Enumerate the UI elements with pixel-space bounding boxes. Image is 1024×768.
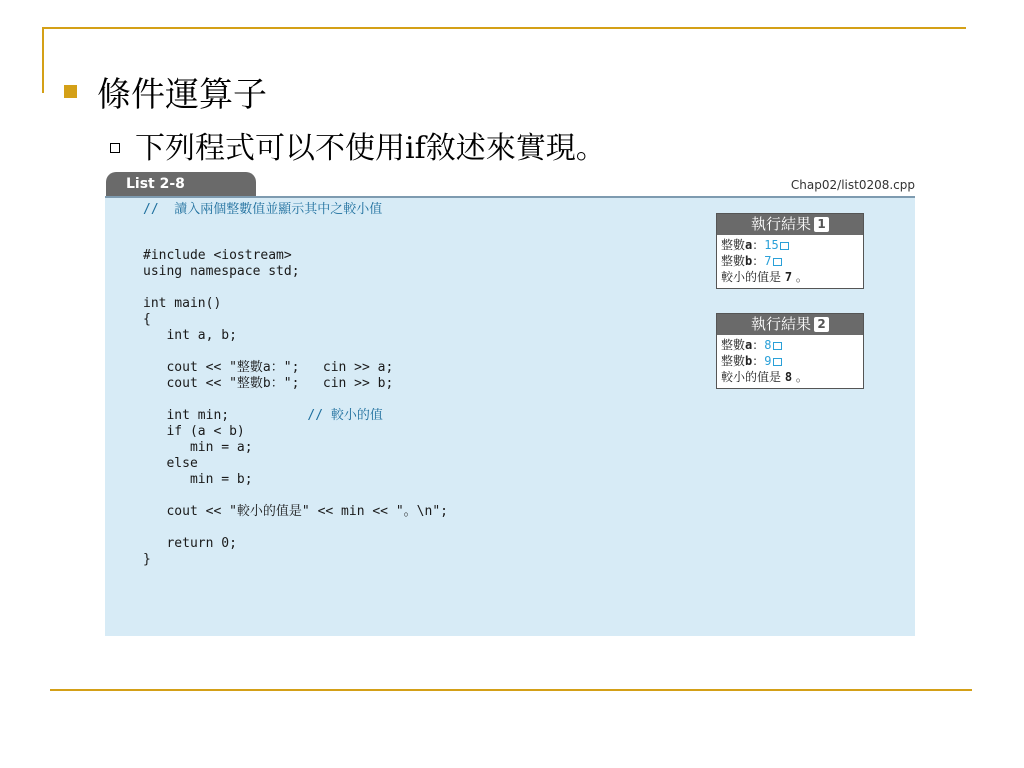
output-label: 較小的值是 xyxy=(721,270,782,284)
top-rule xyxy=(42,27,966,29)
slide-subtitle: 下列程式可以不使用if敘述來實現。 xyxy=(135,131,606,166)
left-rule xyxy=(42,27,44,93)
output-suffix: 。 xyxy=(795,370,808,384)
enter-key-icon xyxy=(773,258,782,266)
code-line xyxy=(143,488,448,504)
code-line: min = b; xyxy=(143,472,253,487)
code-line: int main() xyxy=(143,296,222,311)
prompt-label: 整數 xyxy=(721,238,746,252)
variable-name: a xyxy=(745,338,753,352)
input-value: 7 xyxy=(764,254,772,268)
enter-key-icon xyxy=(773,358,782,366)
slide-title: 條件運算子 xyxy=(97,75,267,115)
result-line-a-2 xyxy=(721,337,859,353)
result-output-1 xyxy=(721,269,859,285)
prompt-label: 整數 xyxy=(721,338,746,352)
code-line: #include <iostream> xyxy=(143,248,292,263)
output-value: 8 xyxy=(784,370,793,384)
result-number-1: 1 xyxy=(814,217,829,232)
code-line xyxy=(143,280,448,296)
result-title-2: 執行結果 xyxy=(750,315,811,333)
code-comment: // 較小的值 xyxy=(307,408,383,423)
separator: ： xyxy=(752,354,765,368)
result-title-1: 執行結果 xyxy=(750,215,811,233)
code-line: cout << "整數b："; cin >> b; xyxy=(143,376,394,391)
result-header-1 xyxy=(717,214,863,235)
output-suffix: 。 xyxy=(795,270,808,284)
prompt-label: 整數 xyxy=(721,254,746,268)
prompt-label: 整數 xyxy=(721,354,746,368)
input-value: 8 xyxy=(764,338,772,352)
code-line: min = a; xyxy=(143,440,253,455)
variable-name: b xyxy=(745,354,753,368)
listing-tab: List 2-8 xyxy=(106,172,256,196)
bottom-rule xyxy=(50,689,972,691)
code-line: else xyxy=(143,456,198,471)
enter-key-icon xyxy=(773,342,782,350)
separator: ： xyxy=(752,254,765,268)
code-line: int a, b; xyxy=(143,328,237,343)
variable-name: b xyxy=(745,254,753,268)
result-body-1 xyxy=(717,235,863,288)
code-line: using namespace std; xyxy=(143,264,300,279)
code-line: return 0; xyxy=(143,536,237,551)
separator: ： xyxy=(752,238,765,252)
result-box-1 xyxy=(716,213,864,289)
code-line: } xyxy=(143,552,151,567)
code-header-comment: // 讀入兩個整數值並顯示其中之較小值 xyxy=(143,202,383,217)
variable-name: a xyxy=(745,238,753,252)
listing-file-path: Chap02/list0208.cpp xyxy=(790,178,915,192)
code-line xyxy=(143,392,448,408)
square-bullet-icon xyxy=(64,85,77,98)
result-line-b-2 xyxy=(721,353,859,369)
code-line xyxy=(143,344,448,360)
code-listing xyxy=(143,232,448,568)
enter-key-icon xyxy=(780,242,789,250)
result-line-b-1 xyxy=(721,253,859,269)
hollow-square-bullet-icon xyxy=(110,143,120,153)
result-header-2 xyxy=(717,314,863,335)
code-line: cout << "整數a："; cin >> a; xyxy=(143,360,394,375)
code-line: cout << "較小的值是" << min << "。\n"; xyxy=(143,504,448,519)
input-value: 9 xyxy=(764,354,772,368)
code-line xyxy=(143,232,448,248)
code-line: int min; // 較小的值 xyxy=(143,408,383,423)
code-line: if (a < b) xyxy=(143,424,245,439)
input-value: 15 xyxy=(764,238,779,252)
result-output-2 xyxy=(721,369,859,385)
output-value: 7 xyxy=(784,270,793,284)
result-line-a-1 xyxy=(721,237,859,253)
result-box-2 xyxy=(716,313,864,389)
code-line xyxy=(143,520,448,536)
code-line: { xyxy=(143,312,151,327)
result-body-2 xyxy=(717,335,863,388)
output-label: 較小的值是 xyxy=(721,370,782,384)
separator: ： xyxy=(752,338,765,352)
result-number-2: 2 xyxy=(814,317,829,332)
